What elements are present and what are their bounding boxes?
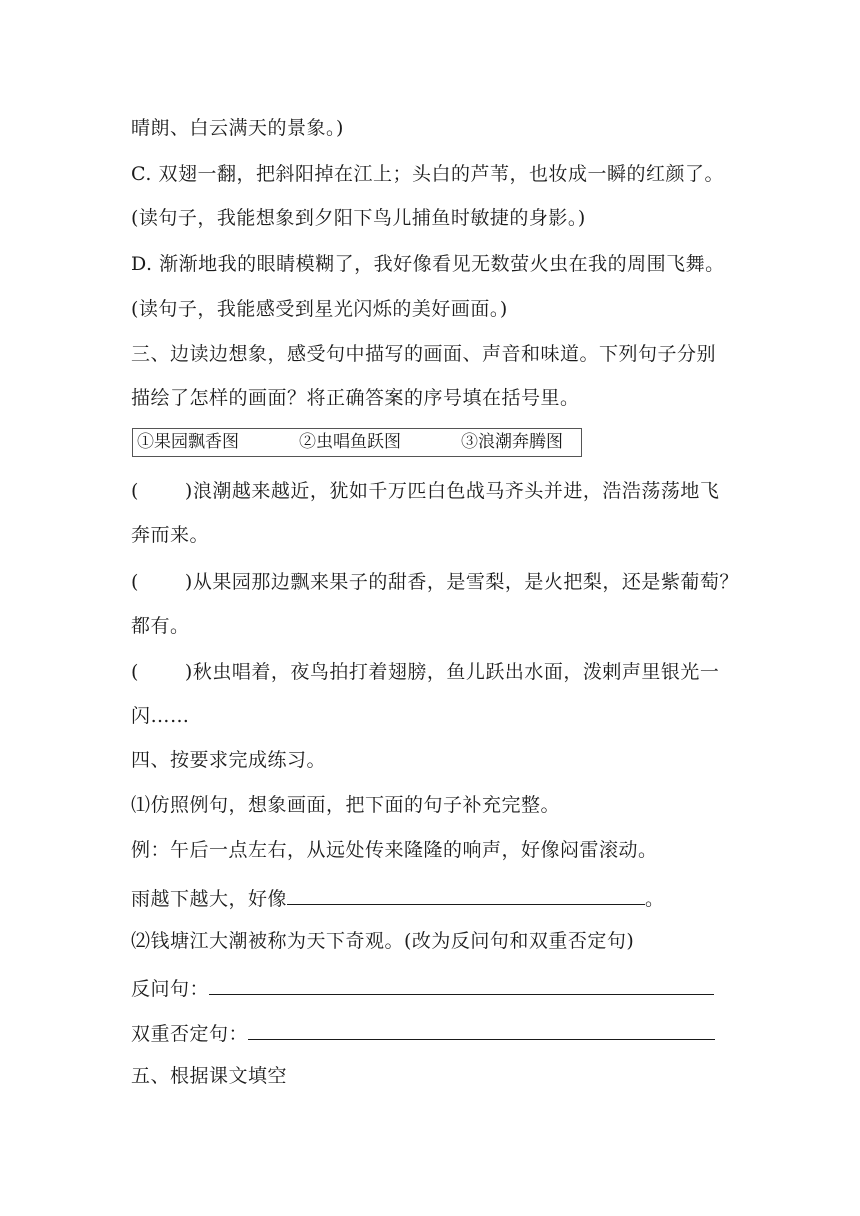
double-negative-answer-line[interactable] <box>248 1019 715 1040</box>
option-c-text: C. 双翅一翻，把斜阳掉在江上；头白的芦苇，也妆成一瞬的红颜了。 <box>131 163 724 185</box>
item2-text: )从果园那边飘来果子的甜香，是雪梨，是火把梨，还是紫葡萄？ <box>184 571 739 593</box>
item2-line1 <box>131 570 739 594</box>
text-line-1: 晴朗、白云满天的景象。) <box>131 117 344 139</box>
item1-line2: 奔而来。 <box>131 524 210 546</box>
section3-title-line2: 描绘了怎样的画面？将正确答案的序号填在括号里。 <box>131 387 580 409</box>
section3-title-line1: 三、边读边想象，感受句中描写的画面、声音和味道。下列句子分别 <box>131 343 717 365</box>
rhetorical-question-row <box>131 974 714 1001</box>
section4-question2: ⑵钱塘江大潮被称为天下奇观。(改为反问句和双重否定句) <box>131 930 635 952</box>
option-insect-fish: ②虫唱鱼跃图 <box>299 432 401 452</box>
option-d-note: (读句子，我能感受到星光闪烁的美好画面。) <box>131 298 508 320</box>
fill-suffix: 。 <box>645 888 665 910</box>
item1-line1 <box>131 479 719 503</box>
option-c-note: (读句子，我能想象到夕阳下鸟儿捕鱼时敏捷的身影。) <box>131 207 586 229</box>
item2-paren-open: ( <box>131 571 139 593</box>
double-negative-row <box>131 1019 715 1046</box>
item3-line1 <box>131 660 719 684</box>
fill-prefix: 雨越下越大，好像 <box>131 888 288 910</box>
section4-example: 例：午后一点左右，从远处传来隆隆的响声，好像闷雷滚动。 <box>131 839 658 861</box>
item1-paren-open: ( <box>131 480 139 502</box>
item3-text: )秋虫唱着，夜鸟拍打着翅膀，鱼儿跃出水面，泼剌声里银光一 <box>184 661 720 683</box>
item3-line2: 闪…… <box>131 705 190 727</box>
fill-blank-line[interactable] <box>287 884 645 905</box>
item3-paren-open: ( <box>131 661 139 683</box>
section5-title: 五、根据课文填空 <box>131 1065 288 1087</box>
option-d-text: D. 渐渐地我的眼睛模糊了，我好像看见无数萤火虫在我的周围飞舞。 <box>131 253 725 275</box>
item1-text: )浪潮越来越近，犹如千万匹白色战马齐头并进，浩浩荡荡地飞 <box>184 480 720 502</box>
rhetorical-answer-line[interactable] <box>209 974 714 995</box>
picture-options-box <box>132 428 582 457</box>
option-tide: ③浪潮奔腾图 <box>461 432 563 452</box>
section4-question1: ⑴仿照例句，想象画面，把下面的句子补充完整。 <box>131 794 561 816</box>
section4-title: 四、按要求完成练习。 <box>131 749 327 771</box>
item2-line2: 都有。 <box>131 615 190 637</box>
double-negative-label: 双重否定句： <box>131 1023 249 1045</box>
option-orchard: ①果园飘香图 <box>137 432 239 452</box>
fill-sentence <box>131 884 665 911</box>
rhetorical-label: 反问句： <box>131 978 210 1000</box>
